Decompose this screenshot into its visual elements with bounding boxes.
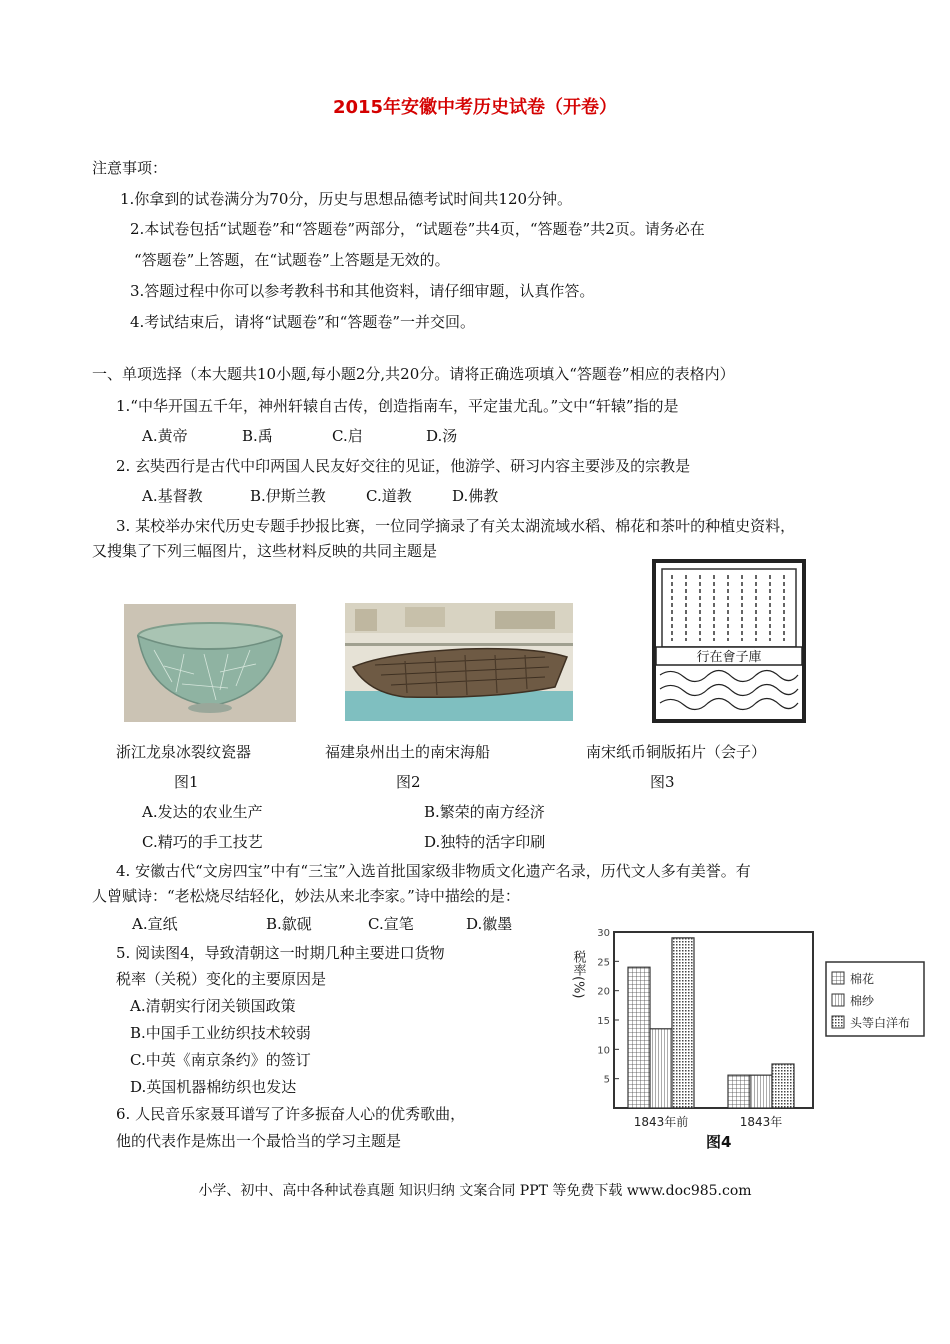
page-title: 2015年安徽中考历史试卷（开卷） (332, 97, 618, 118)
bar-1-3 (672, 938, 694, 1108)
figure-3-huizi-rubbing (652, 559, 806, 723)
legend-swatch (832, 1016, 844, 1028)
question-2-option-b: B.伊斯兰教 (250, 487, 326, 505)
x-tick-label: 1843年前 (633, 1115, 689, 1129)
question-4-option-b: B.歙砚 (266, 915, 312, 933)
y-tick-label: 25 (597, 957, 610, 969)
bar-1-1 (628, 967, 650, 1108)
question-4-option-c: C.宣笔 (368, 915, 414, 933)
figure-2-label: 图2 (396, 773, 421, 791)
question-5-option-c: C.中英《南京条约》的签订 (130, 1051, 311, 1069)
y-axis-label: 税率(%) (570, 950, 586, 999)
section-heading: 一、单项选择（本大题共10小题,每小题2分,共20分。请将正确选项填入“答题卷”相应的表格内） (92, 365, 735, 383)
question-5-option-b: B.中国手工业纺织技术较弱 (130, 1024, 311, 1042)
figure-4-label: 图4 (706, 1133, 732, 1151)
question-5-stem-line-1: 5. 阅读图4，导致清朝这一时期几种主要进口货物 (116, 944, 445, 962)
figure-1-label: 图1 (174, 773, 199, 791)
legend-label: 棉纱 (850, 994, 875, 1008)
figure-2-caption: 福建泉州出土的南宋海船 (325, 743, 491, 761)
question-5-stem-line-2: 税率（关税）变化的主要原因是 (116, 970, 327, 988)
celadon-bowl-image (124, 604, 296, 722)
question-3-stem-line-2: 又搜集了下列三幅图片，这些材料反映的共同主题是 (92, 542, 438, 560)
x-tick-label: 1843年 (739, 1115, 783, 1129)
bar-2-1 (728, 1075, 750, 1108)
question-3-option-c: C.精巧的手工技艺 (142, 833, 263, 851)
bar-2-2 (750, 1075, 772, 1108)
question-2-option-d: D.佛教 (452, 487, 499, 505)
page-footer: 小学、初中、高中各种试卷真题 知识归纳 文案合同 PPT 等免费下载 www.doc985.com (198, 1183, 752, 1199)
notice-item-4: 4.考试结束后，请将“试题卷”和“答题卷”一并交回。 (130, 313, 475, 331)
figure-2-song-ship (345, 603, 573, 721)
legend-swatch (832, 972, 844, 984)
figure-4-chart (568, 920, 930, 1160)
bar-2-3 (772, 1064, 794, 1108)
question-3-option-a: A.发达的农业生产 (142, 803, 263, 821)
legend-label: 头等白洋布 (850, 1016, 911, 1030)
y-tick-label: 15 (597, 1016, 610, 1027)
question-1-option-d: D.汤 (426, 427, 458, 445)
question-2-option-c: C.道教 (366, 487, 412, 505)
question-1-option-a: A.黄帝 (142, 427, 188, 445)
question-1-option-b: B.禹 (242, 427, 273, 445)
figure-3-label: 图3 (650, 773, 675, 791)
notice-item-2: 2.本试卷包括“试题卷”和“答题卷”两部分，“试题卷”共4页，“答题卷”共2页。请务必在 (130, 220, 705, 238)
question-3-option-b: B.繁荣的南方经济 (424, 803, 545, 821)
legend-swatch (832, 994, 844, 1006)
bar-1-2 (650, 1029, 672, 1108)
y-tick-label: 10 (597, 1045, 610, 1057)
question-6-stem-line-1: 6. 人民音乐家聂耳谱写了许多振奋人心的优秀歌曲， (116, 1105, 466, 1123)
question-5-option-d: D.英国机器棉纺织也发达 (130, 1078, 297, 1096)
question-4-stem-line-2: 人曾赋诗：“老松烧尽结轻化，妙法从来北李家。”诗中描绘的是： (92, 887, 520, 905)
question-3-option-d: D.独特的活字印刷 (424, 833, 546, 851)
question-2-stem: 2. 玄奘西行是古代中印两国人民友好交往的见证，他游学、研习内容主要涉及的宗教是 (116, 457, 691, 475)
y-tick-label: 5 (603, 1074, 610, 1086)
question-4-option-a: A.宣纸 (132, 915, 178, 933)
question-2-option-a: A.基督教 (142, 487, 203, 505)
figure-1-caption: 浙江龙泉冰裂纹瓷器 (116, 743, 252, 761)
notice-item-2-cont: “答题卷”上答题，在“试题卷”上答题是无效的。 (134, 251, 450, 269)
question-4-stem-line-1: 4. 安徽古代“文房四宝”中有“三宝”入选首批国家级非物质文化遗产名录，历代文人多有美誉。有 (116, 862, 751, 880)
song-ship-image (345, 603, 573, 721)
y-tick-label: 30 (597, 928, 610, 939)
tariff-bar-chart (568, 920, 930, 1140)
question-5-option-a: A.清朝实行闭关锁国政策 (130, 997, 296, 1015)
question-1-option-c: C.启 (332, 427, 363, 445)
question-6-stem-line-2: 他的代表作是炼出一个最恰当的学习主题是 (116, 1132, 402, 1150)
huizi-rubbing-image (652, 559, 806, 723)
question-3-stem-line-1: 3. 某校举办宋代历史专题手抄报比赛，一位同学摘录了有关太湖流域水稻、棉花和茶叶的种植史资料， (116, 517, 796, 535)
notice-item-3: 3.答题过程中你可以参考教科书和其他资料，请仔细审题，认真作答。 (130, 282, 595, 300)
question-4-option-d: D.徽墨 (466, 915, 513, 933)
legend-label: 棉花 (850, 972, 875, 986)
notice-item-1: 1.你拿到的试卷满分为70分，历史与思想品德考试时间共120分钟。 (120, 190, 573, 208)
y-tick-label: 20 (597, 986, 610, 998)
notice-heading: 注意事项： (92, 159, 168, 177)
question-1-stem: 1.“中华开国五千年，神州轩辕自古传，创造指南车，平定蚩尤乱。”文中“轩辕”指的是 (116, 397, 679, 415)
rubbing-inscription: 行在會子庫 (696, 650, 762, 665)
figure-3-caption: 南宋纸币铜版拓片（会子） (586, 743, 767, 761)
figure-1-celadon-bowl (124, 604, 296, 722)
